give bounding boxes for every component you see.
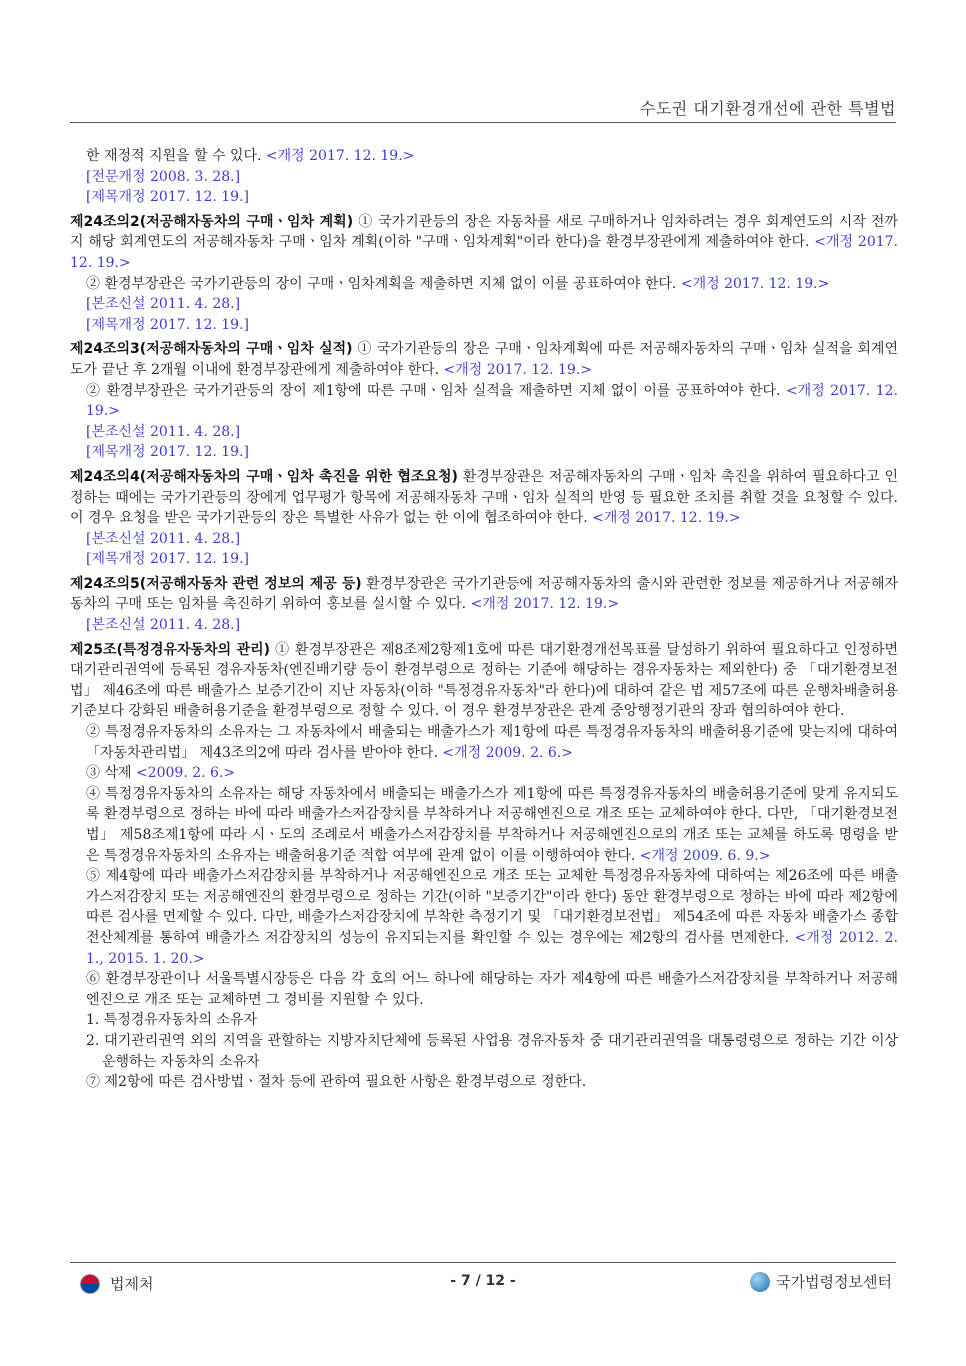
paragraph xyxy=(70,274,898,295)
paragraph xyxy=(70,146,898,167)
revision-note: <개정 2017. 12. 19.> xyxy=(265,148,415,164)
paragraph-text: 1. 특정경유자동차의 소유자 xyxy=(86,1012,258,1029)
history-note: [제목개정 2017. 12. 19.] xyxy=(86,551,249,568)
paragraph-text: ⑦ 제2항에 따른 검사방법ㆍ절차 등에 관하여 필요한 사항은 환경부령으로 정한다. xyxy=(86,1074,587,1091)
paragraph-text: ② 환경부장관은 국가기관등의 장이 제1항에 따른 구매ㆍ임차 실적을 제출하면 지체 없이 이를 공표하여야 한다. xyxy=(86,382,786,399)
footer-center-name: 국가법령정보센터 xyxy=(776,1273,892,1291)
law-body xyxy=(70,146,898,1093)
article xyxy=(70,339,898,380)
paragraph-text: ⑤ 제4항에 따라 배출가스저감장치를 부착하거나 저공해엔진으로 개조 또는 교체한 특정경유자동차에 대하여는 제26조에 따른 배출가스저감장치 또는 저공해엔진의 환경부령으로 정하는 기간(이하 "보증기간"이라 한다) 동안 환경부령으로 정하는 바에 따라 제2항에 따른 검사를 면제할 수 있다. 다만, 배출가스저감장치에 부착한 측정기기 및 「대기환경보전법」 제54조에 따른 자동차 배출가스 종합전산체계를 통하여 배출가스 저감장치의 성능이 유지되는지를 확인할 수 있는 경우에는 제2항의 검사를 면제한다. xyxy=(86,868,898,946)
history-note: [전문개정 2008. 3. 28.] xyxy=(86,168,241,185)
article xyxy=(70,467,898,529)
page-header xyxy=(70,96,896,123)
revision-note: <개정 2009. 6. 9.> xyxy=(639,847,771,864)
law-center-logo xyxy=(750,1271,892,1292)
paragraph xyxy=(70,1010,898,1031)
history-note: [본조신설 2011. 4. 28.] xyxy=(86,617,241,634)
article xyxy=(70,212,898,274)
paragraph-text: ③ 삭제 xyxy=(86,765,136,782)
paragraph-text: 환경부장관은 국가기관등에 저공해자동차의 출시와 관련한 정보를 제공하거나 저공해자동차의 구매 또는 임차를 촉진하기 위하여 홍보를 실시할 수 있다. xyxy=(70,575,898,613)
paragraph xyxy=(70,969,898,1010)
revision-note: <2009. 2. 6.> xyxy=(135,765,236,782)
law-title: 수도권 대기환경개선에 관한 특별법 xyxy=(639,99,896,118)
paragraph-text: 2. 대기관리권역 외의 지역을 관할하는 지방자치단체에 등록된 사업용 경유자동차 중 대기관리권역을 대통령령으로 정하는 기간 이상 운행하는 자동차의 소유자 xyxy=(86,1032,898,1070)
paragraph-text: ① 환경부장관은 제8조제2항제1호에 따른 대기환경개선목표를 달성하기 위하여 필요하다고 인정하면 대기관리권역에 등록된 경유자동차(엔진배기량 등이 환경부령으로 정하는 기준에 해당하는 경유자동차는 제외한다) 중 「대기환경보전법」 제46조에 따른 배출가스 보증기간이 지난 자동차(이하 "특정경유자동차"라 한다)에 대하여 같은 법 제57조에 따른 운행차배출허용기준보다 강화된 배출허용기준을 환경부령으로 정할 수 있다. 이 경우 환경부장관은 관계 중앙행정기관의 장과 협의하여야 한다. xyxy=(70,641,898,720)
globe-icon xyxy=(750,1272,770,1292)
paragraph xyxy=(70,1031,898,1072)
history-note: [제목개정 2017. 12. 19.] xyxy=(86,444,249,461)
revision-note: <개정 2017. 12. 19.> xyxy=(86,382,898,420)
paragraph-text: 한 재정적 지원을 할 수 있다. xyxy=(86,148,266,164)
paragraph xyxy=(70,381,898,422)
revision-note: <개정 2017. 12. 19.> xyxy=(680,275,830,292)
history-note: [제목개정 2017. 12. 19.] xyxy=(86,316,249,333)
history-note: [본조신설 2011. 4. 28.] xyxy=(86,296,241,313)
history-note: [본조신설 2011. 4. 28.] xyxy=(86,530,241,547)
paragraph xyxy=(70,763,898,784)
revision-note: <개정 2009. 2. 6.> xyxy=(442,744,574,761)
revision-note: <개정 2017. 12. 19.> xyxy=(470,596,620,613)
article-heading: 제24조의4(저공해자동차의 구매ㆍ임차 촉진을 위한 협조요청) xyxy=(70,468,458,485)
paragraph xyxy=(70,1072,898,1093)
article-heading: 제24조의5(저공해자동차 관련 정보의 제공 등) xyxy=(70,575,362,592)
revision-note: <개정 2012. 2. 1., 2015. 1. 20.> xyxy=(86,929,899,967)
article-heading: 제25조(특정경유자동차의 관리) xyxy=(70,641,271,658)
paragraph xyxy=(70,784,898,866)
paragraph-text: ① 국가기관등의 장은 구매ㆍ임차계획에 따른 저공해자동차의 구매ㆍ임차 실적을 회계연도가 끝난 후 2개월 이내에 환경부장관에게 제출하여야 한다. xyxy=(70,341,898,378)
history-note: [제목개정 2017. 12. 19.] xyxy=(86,189,249,206)
article xyxy=(70,574,898,615)
paragraph-text: ② 환경부장관은 국가기관등의 장이 구매ㆍ임차계획을 제출하면 지체 없이 이를 공표하여야 한다. xyxy=(86,275,681,292)
footer-org: 법제처 xyxy=(110,1275,154,1293)
paragraph-text: ⑥ 환경부장관이나 서울특별시장등은 다음 각 호의 어느 하나에 해당하는 자가 제4항에 따른 배출가스저감장치를 부착하거나 저공해엔진으로 개조 또는 교체하면 그 경비를 지원할 수 있다. xyxy=(86,971,898,1008)
page-number: - 7 / 12 - xyxy=(450,1273,516,1289)
article-heading: 제24조의3(저공해자동차의 구매ㆍ임차 실적) xyxy=(70,341,353,358)
article-heading: 제24조의2(저공해자동차의 구매ㆍ임차 계획) xyxy=(70,213,354,230)
paragraph xyxy=(70,866,898,969)
revision-note: <개정 2017. 12. 19.> xyxy=(443,361,593,378)
paragraph-text: ② 특정경유자동차의 소유자는 그 자동차에서 배출되는 배출가스가 제1항에 따른 특정경유자동차의 배출허용기준에 맞는지에 대하여 「자동차관리법」 제43조의2에 따라 검사를 받아야 한다. xyxy=(86,724,898,761)
paragraph-text: ④ 특정경유자동차의 소유자는 해당 자동차에서 배출되는 배출가스가 제1항에 따른 특정경유자동차의 배출허용기준에 맞게 유지되도록 환경부령으로 정하는 바에 따라 배출가스저감장치를 부착하거나 저공해엔진으로 개조 또는 교체하여야 한다. 다만, 「대기환경보전법」 제58조제1항에 따라 시ㆍ도의 조례로서 배출가스저감장치를 부착하거나 저공해엔진으로의 개조 또는 교체를 하도록 명령을 받은 특정경유자동차의 소유자는 배출허용기준 적합 여부에 관계 없이 이를 이행하여야 한다. xyxy=(86,785,898,864)
paragraph-text: ① 국가기관등의 장은 자동차를 새로 구매하거나 임차하려는 경우 회계연도의 시작 전까지 해당 회계연도의 저공해자동차 구매ㆍ임차 계획(이하 "구매ㆍ임차계획"이라 한다)을 환경부장관에게 제출하여야 한다. xyxy=(70,213,898,251)
revision-note: <개정 2017. 12. 19.> xyxy=(592,510,741,527)
paragraph-text: 환경부장관은 저공해자동차의 구매ㆍ임차 촉진을 위하여 필요하다고 인정하는 때에는 국가기관등의 장에게 업무평가 항목에 저공해자동차 구매ㆍ임차 실적의 반영 등 필요한 조치를 취할 것을 요청할 수 있다. 이 경우 요청을 받은 국가기관등의 장은 특별한 사유가 없는 한 이에 협조하여야 한다. xyxy=(70,468,898,527)
page-footer xyxy=(70,1262,896,1303)
revision-note: <개정 2017. 12. 19.> xyxy=(70,234,898,271)
paragraph xyxy=(70,722,898,763)
article xyxy=(70,640,898,722)
history-note: [본조신설 2011. 4. 28.] xyxy=(86,423,241,440)
